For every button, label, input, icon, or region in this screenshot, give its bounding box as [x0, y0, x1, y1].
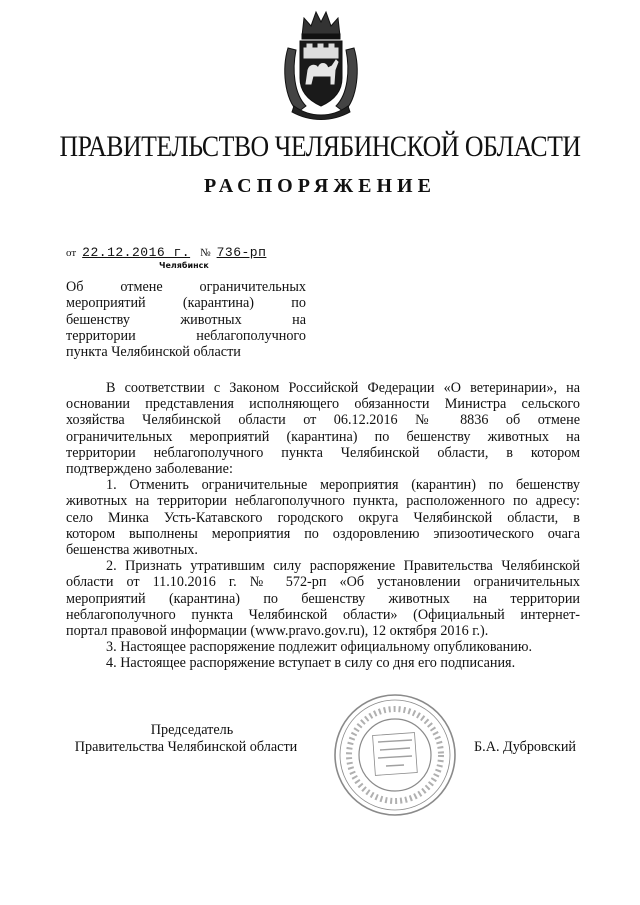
city-label: Челябинск: [159, 261, 209, 270]
body-line: мероприятий (карантина) по бешенству животных на территории: [66, 590, 580, 607]
document-number: 736-рп: [216, 245, 267, 260]
subject-line: мероприятий (карантина) по: [66, 295, 306, 312]
round-seal-stamp-icon: [330, 690, 460, 820]
subject-line: Об отмене ограничительных: [66, 279, 306, 295]
subject-line: бешенству животных на: [66, 311, 306, 328]
position-line: Правительства Челябинской области: [74, 739, 298, 755]
body-line: неблагополучного пункта Челябинской области» (Официальный интернет-: [66, 606, 580, 623]
body-line: 1. Отменить ограничительные мероприятия (карантин) по бешенству: [106, 477, 580, 494]
body-line: село Минка Усть-Катавского городского округа Челябинской области, в: [66, 509, 580, 526]
body-line: территории неблагополучного пункта Челябинской области, в котором: [66, 444, 580, 461]
body-line: животных на территории неблагополучного пункта, расположенного по адресу:: [66, 493, 580, 510]
date-label: от: [66, 247, 77, 259]
document-subject: [66, 279, 306, 360]
position-line: Председатель: [150, 722, 234, 738]
organization-title: ПРАВИТЕЛЬСТВО ЧЕЛЯБИНСКОЙ ОБЛАСТИ: [59, 130, 581, 163]
subject-line: территории неблагополучного: [66, 327, 306, 344]
body-line: портал правовой информации (www.pravo.gov.ru), 12 октября 2016 г.).: [66, 623, 489, 640]
body-line: 3. Настоящее распоряжение подлежит официальному опубликованию.: [106, 639, 533, 656]
subject-line: пункта Челябинской области: [66, 344, 241, 361]
signatory-position: [66, 722, 306, 756]
body-line: котором выполнены мероприятия по оздоровлению эпизоотического очага: [66, 525, 580, 542]
document-date: 22.12.2016 г.: [82, 245, 191, 260]
body-line: 2. Признать утратившим силу распоряжение Правительства Челябинской: [106, 558, 580, 575]
body-line: В соответствии с Законом Российской Федерации «О ветеринарии», на: [106, 380, 580, 396]
body-line: подтверждено заболевание:: [66, 461, 233, 478]
document-type-heading: РАСПОРЯЖЕНИЕ: [204, 175, 436, 197]
body-line: 4. Настоящее распоряжение вступает в силу со дня его подписания.: [106, 655, 516, 672]
body-line: основании представления исполняющего обязанности Министра сельского: [66, 396, 580, 413]
coat-of-arms-icon: [280, 8, 362, 120]
document-body: [66, 380, 580, 672]
signatory-name: Б.А. Дубровский: [474, 739, 577, 755]
body-line: области от 11.10.2016 г. № 572-рп «Об установлении ограничительных: [66, 574, 580, 591]
document-meta: [66, 245, 266, 260]
body-line: бешенства животных.: [66, 542, 198, 559]
number-label: №: [200, 247, 211, 259]
body-line: ограничительных мероприятий (карантина) по бешенству животных на: [66, 428, 580, 445]
body-line: хозяйства Челябинской области от 06.12.2016 № 8836 об отмене: [66, 412, 580, 429]
